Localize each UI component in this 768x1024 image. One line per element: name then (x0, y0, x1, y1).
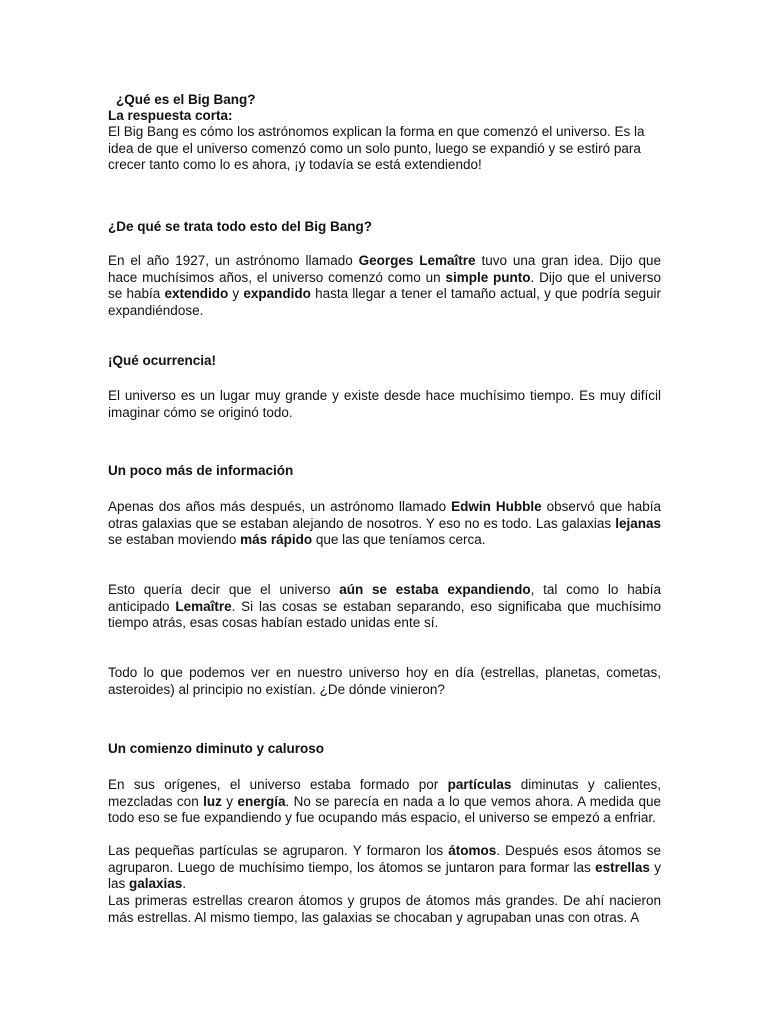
section-heading-comienzo: Un comienzo diminuto y caluroso (108, 741, 325, 756)
paragraph-primeras-estrellas: Las primeras estrellas crearon átomos y grupos de átomos más grandes. De ahí nacieron más estrellas. Al mismo tiempo, las galaxias se chocaban y agrupaban unas con otras. A (108, 893, 661, 925)
section-heading-ocurrencia: ¡Qué ocurrencia! (108, 353, 217, 368)
paragraph-todo-lo-que: Todo lo que podemos ver en nuestro universo hoy en día (estrellas, planetas, cometas, asteroides) al principio no existían. ¿De dónde vinieron? (108, 665, 661, 697)
paragraph-hubble: Apenas dos años más después, un astrónomo llamado Edwin Hubble observó que había otras galaxias que se estaban alejando de nosotros. Y eso no es todo. Las galaxias lejanas se estaban moviendo más rápido que las que teníamos cerca. (108, 499, 661, 547)
section-heading-big-bang: ¿De qué se trata todo esto del Big Bang? (108, 219, 373, 234)
short-answer-label: La respuesta corta: (108, 108, 233, 123)
paragraph-lemaitre: En el año 1927, un astrónomo llamado Georges Lemaître tuvo una gran idea. Dijo que hace muchísimos años, el universo comenzó como un simple punto. Dijo que el universo se había extendido y expandido hasta llegar a tener el tamaño actual, y que podría seguir expandiéndose. (108, 253, 661, 318)
section-heading-informacion: Un poco más de información (108, 463, 294, 478)
intro-paragraph: El Big Bang es cómo los astrónomos explican la forma en que comenzó el universo. Es la idea de que el universo comenzó como un solo punto, luego se expandió y se estiró para crecer tanto como lo es ahora, ¡y todavía se está extendiendo! (108, 124, 645, 172)
paragraph-atomos: Las pequeñas partículas se agruparon. Y formaron los átomos. Después esos átomos se agruparon. Luego de muchísimo tiempo, los átomos se juntaron para formar las estrellas y las galaxias. (108, 843, 661, 891)
page-title: ¿Qué es el Big Bang? (116, 92, 256, 107)
paragraph-expandiendo: Esto quería decir que el universo aún se estaba expandiendo, tal como lo había anticipado Lemaître. Si las cosas se estaban separando, eso significaba que muchísimo tiempo atrás, esas cosas habían estado unidas ente sí. (108, 582, 661, 630)
paragraph-universo-grande: El universo es un lugar muy grande y existe desde hace muchísimo tiempo. Es muy difícil imaginar cómo se originó todo. (108, 388, 661, 420)
paragraph-origenes: En sus orígenes, el universo estaba formado por partículas diminutas y calientes, mezcladas con luz y energía. No se parecía en nada a lo que vemos ahora. A medida que todo eso se fue expandiendo y fue ocupando más espacio, el universo se empezó a enfriar. (108, 777, 662, 825)
